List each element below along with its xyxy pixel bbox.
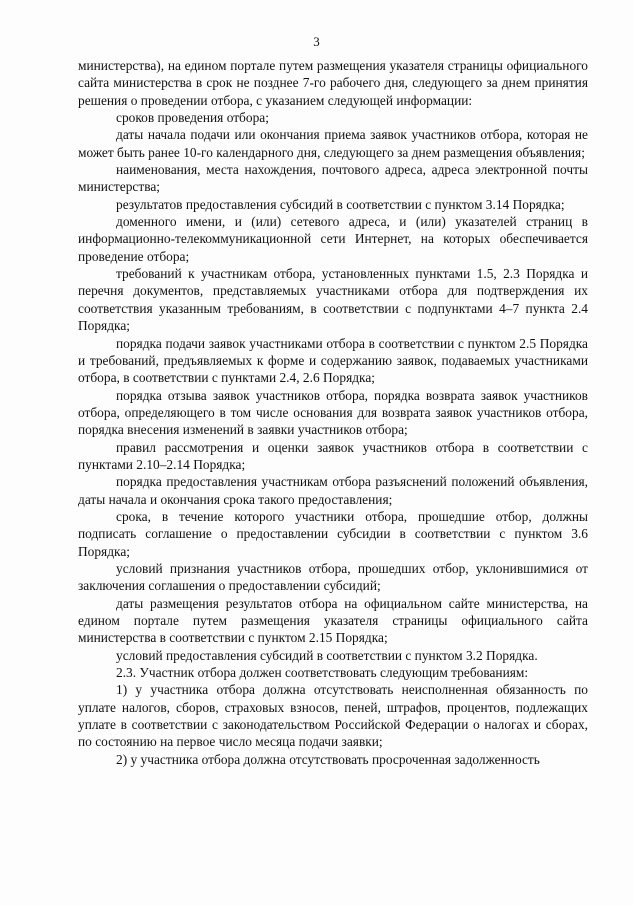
paragraph: порядка отзыва заявок участников отбора, порядка возврата заявок участников отбора, определяющего в том числе основания для возврата заявок участников отбора, порядка внесения изменений в заявки участников отбора; (78, 387, 588, 438)
paragraph: даты размещения результатов отбора на официальном сайте министерства, на едином портале путем размещения указателя страницы официального сайта министерства в соответствии с пунктом 2.15 Порядка; (78, 595, 588, 646)
paragraph: результатов предоставления субсидий в соответствии с пунктом 3.14 Порядка; (116, 196, 565, 212)
paragraph: 2.3. Участник отбора должен соответствовать следующим требованиям: (116, 665, 529, 681)
paragraph: требований к участникам отбора, установленных пунктами 1.5, 2.3 Порядка и перечня документов, представляемых участниками отбора для подтверждения их соответствия указанным требованиям, в соответствии с подпунктами 4–7 пункта 2.4 Порядка; (78, 266, 588, 334)
paragraph: порядка подачи заявок участниками отбора в соответствии с пунктом 2.5 Порядка и требований, предъявляемых к форме и содержанию заявок, подаваемых участниками отбора, в соответствии с пунктами 2.4, 2.6 Порядка; (78, 335, 588, 386)
page-number: 3 (313, 34, 320, 49)
paragraph: наименования, места нахождения, почтового адреса, адреса электронной почты министерства; (78, 162, 588, 195)
paragraph: условий признания участников отбора, прошедших отбор, уклонившимися от заключения соглашения о предоставлении субсидий; (78, 560, 588, 594)
paragraph: условий предоставления субсидий в соответствии с пунктом 3.2 Порядка. (116, 647, 538, 663)
paragraph: 2) у участника отбора должна отсутствовать просроченная задолженность (116, 751, 540, 767)
paragraph: порядка предоставления участникам отбора разъяснений положений объявления, даты начала и окончания срока такого предоставления; (78, 474, 588, 507)
paragraph: правил рассмотрения и оценки заявок участников отбора в соответствии с пунктами 2.10–2.14 Порядка; (78, 439, 588, 472)
paragraph: министерства), на едином портале путем размещения указателя страницы официального сайта министерства в срок не позднее 7-го рабочего дня, следующего за днем принятия решения о проведении отбора, с указанием следующей информации: (78, 58, 588, 108)
paragraph: даты начала подачи или окончания приема заявок участников отбора, которая не может быть ранее 10-го календарного дня, следующего за днем размещения объявления; (78, 127, 588, 160)
paragraph: сроков проведения отбора; (116, 110, 269, 126)
paragraph: срока, в течение которого участники отбора, прошедшие отбор, должны подписать соглашение о предоставлении субсидии в соответствии с пунктом 3.6 Порядка; (78, 508, 588, 559)
paragraph: 1) у участника отбора должна отсутствовать неисполненная обязанность по уплате налогов, сборов, страховых взносов, пеней, штрафов, процентов, подлежащих уплате в соответствии с законодательством Российской Федерации о налогах и сборах, по состоянию на первое число месяца подачи заявки; (78, 682, 588, 750)
document-body (78, 57, 588, 768)
paragraph: доменного имени, и (или) сетевого адреса, и (или) указателей страниц в информационно-телекоммуникационной сети Интернет, на которых обеспечивается проведение отбора; (78, 214, 588, 264)
